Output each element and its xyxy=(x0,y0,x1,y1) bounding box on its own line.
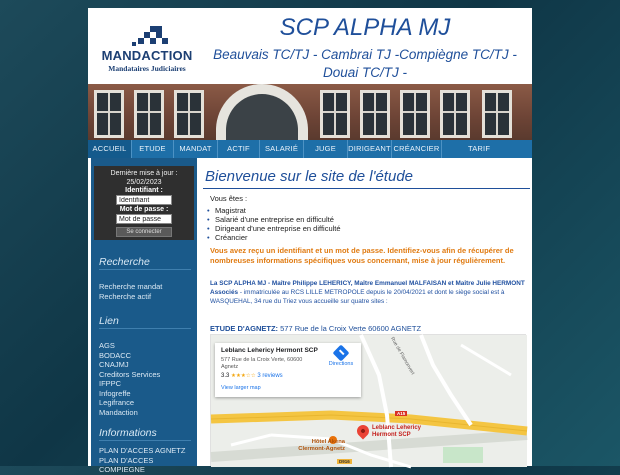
link-bodacc[interactable]: BODACC xyxy=(99,350,132,360)
map-place-title: Leblanc Lehericy Hermont SCP xyxy=(221,347,318,354)
road-label: Rue de Flamonvert xyxy=(389,336,416,376)
directions-button[interactable] xyxy=(325,347,357,367)
last-update xyxy=(94,166,194,187)
road-shield: A15 xyxy=(397,411,406,416)
directions-icon xyxy=(333,345,350,362)
last-update-date: 25/02/2023 xyxy=(126,179,162,186)
banner-window xyxy=(320,90,350,138)
subtitle-line-1: Beauvais TC/TJ - Cambrai TJ -Compiègne TC/TJ - Douai TC/TJ - xyxy=(213,47,517,80)
list-item: • Créancier xyxy=(207,233,341,242)
id-input[interactable] xyxy=(116,195,172,205)
road-shield-d916: D916 xyxy=(339,459,350,464)
banner-arch xyxy=(216,84,308,140)
connect-button[interactable]: Se connecter xyxy=(116,227,172,237)
link-plan-agnetz[interactable]: PLAN D'ACCES AGNETZ xyxy=(99,446,186,455)
map-place-address: 577 Rue de la Croix Verte, 60600 Agnetz xyxy=(221,357,303,370)
rating-stars-icon: ★★★☆☆ xyxy=(231,373,256,379)
password-label: Mot de passe : xyxy=(119,206,169,213)
nav-tarif[interactable]: TARIF xyxy=(468,144,491,153)
reviews-link[interactable]: 3 reviews xyxy=(257,373,283,379)
info-heading: Informations xyxy=(99,427,191,441)
pin-label-line-1: Leblanc Lehericy xyxy=(372,425,422,431)
map-rating xyxy=(221,373,283,379)
logo-squares-icon xyxy=(128,26,168,48)
link-recherche-actif[interactable]: Recherche actif xyxy=(99,291,152,301)
intro-text: Vous êtes : xyxy=(210,194,248,203)
sidebar xyxy=(91,158,197,474)
search-heading: Recherche xyxy=(99,256,191,270)
audience-list xyxy=(207,206,341,242)
link-ifppc[interactable]: IFPPC xyxy=(99,379,122,388)
nav-juge[interactable]: JUGE xyxy=(304,140,348,158)
nav-salarie[interactable]: SALARIÉ xyxy=(260,140,304,158)
link-plan-compiegne[interactable]: PLAN D'ACCES COMPIEGNE xyxy=(99,455,154,474)
last-update-label: Dernière mise à jour : xyxy=(110,170,178,177)
login-box xyxy=(94,166,194,240)
welcome-heading: Bienvenue sur le site de l'étude xyxy=(205,168,414,185)
nav-creancier[interactable]: CRÉANCIER xyxy=(392,140,442,158)
link-ags[interactable]: AGS xyxy=(99,341,115,350)
link-mandaction[interactable]: Mandaction xyxy=(99,407,138,417)
login-notice: Vous avez reçu un identifiant et un mot de passe. Identifiez-vous afin de récupérer de nombreuses informations spécifiques vous concernant, mise à jour régulièrement. xyxy=(210,246,514,265)
rating-value: 3.3 xyxy=(221,373,230,379)
link-legifrance[interactable]: Legifrance xyxy=(99,398,135,407)
external-links xyxy=(99,341,160,417)
main-nav xyxy=(88,140,532,158)
site-header xyxy=(88,8,532,84)
pin-label-line-2: Hermont SCP xyxy=(372,432,411,438)
nav-actif[interactable]: ACTIF xyxy=(218,140,260,158)
mandaction-logo[interactable] xyxy=(98,26,196,78)
list-item: • Magistrat xyxy=(207,206,341,215)
page xyxy=(88,8,532,474)
google-map[interactable] xyxy=(210,334,526,466)
etude-address-text: 577 Rue de la Croix Verte 60600 AGNETZ xyxy=(278,324,422,333)
etude-address xyxy=(210,324,421,333)
password-input[interactable] xyxy=(116,214,172,224)
nav-mandat[interactable]: MANDAT xyxy=(174,140,218,158)
page-title: SCP ALPHA MJ xyxy=(279,14,451,41)
banner-window xyxy=(134,90,164,138)
nav-etude[interactable]: ETUDE xyxy=(132,140,174,158)
info-links xyxy=(99,446,197,475)
banner-photo xyxy=(88,84,532,140)
banner-window xyxy=(360,90,390,138)
association-details: - immatriculée au RCS LILLE METROPOLE depuis le 20/04/2021 et dont le siège social est à WASQUEHAL, 34 rue du Triez vous accueille sur quatre sites : xyxy=(210,289,505,305)
link-cnajmj[interactable]: CNAJMJ xyxy=(99,360,129,369)
logo-name: MANDACTION xyxy=(101,48,193,63)
list-item: • Salarié d'une entreprise en difficulté xyxy=(207,215,341,224)
etude-label: ETUDE D'AGNETZ: xyxy=(210,324,279,333)
map-info-card xyxy=(215,343,361,397)
nav-dirigeant[interactable]: DIRIGEANT xyxy=(348,140,392,158)
main-content xyxy=(203,158,532,466)
hotel-label-line-2: Clermont-Agnetz xyxy=(298,446,345,452)
logo-subtitle: Mandataires Judiciaires xyxy=(108,64,186,73)
association-text xyxy=(210,279,528,306)
heading-divider xyxy=(203,188,530,189)
directions-label: Directions xyxy=(328,361,354,367)
hotel-label xyxy=(287,439,345,453)
search-links xyxy=(99,282,162,301)
banner-window xyxy=(482,90,512,138)
id-label: Identifiant : xyxy=(125,187,163,194)
banner-window xyxy=(94,90,124,138)
nav-accueil[interactable]: ACCUEIL xyxy=(88,140,132,158)
link-creditors-services[interactable]: Creditors Services xyxy=(99,369,161,379)
link-infogreffe[interactable]: Infogreffe xyxy=(99,388,131,398)
pin-label xyxy=(372,425,421,439)
banner-window xyxy=(400,90,430,138)
link-recherche-mandat[interactable]: Recherche mandat xyxy=(99,282,163,291)
links-heading: Lien xyxy=(99,315,191,329)
banner-window xyxy=(174,90,204,138)
view-larger-map-link[interactable]: View larger map xyxy=(221,385,261,391)
banner-window xyxy=(440,90,470,138)
association-names: La SCP ALPHA MJ - Maître Philippe LEHERICY, Maître Emmanuel MALFAISAN et Maître Julie HERMONT Associés xyxy=(210,280,525,296)
list-item: • Dirigeant d'une entreprise en difficulté xyxy=(207,224,341,233)
hotel-label-line-1: Hôtel Akena xyxy=(311,439,345,445)
